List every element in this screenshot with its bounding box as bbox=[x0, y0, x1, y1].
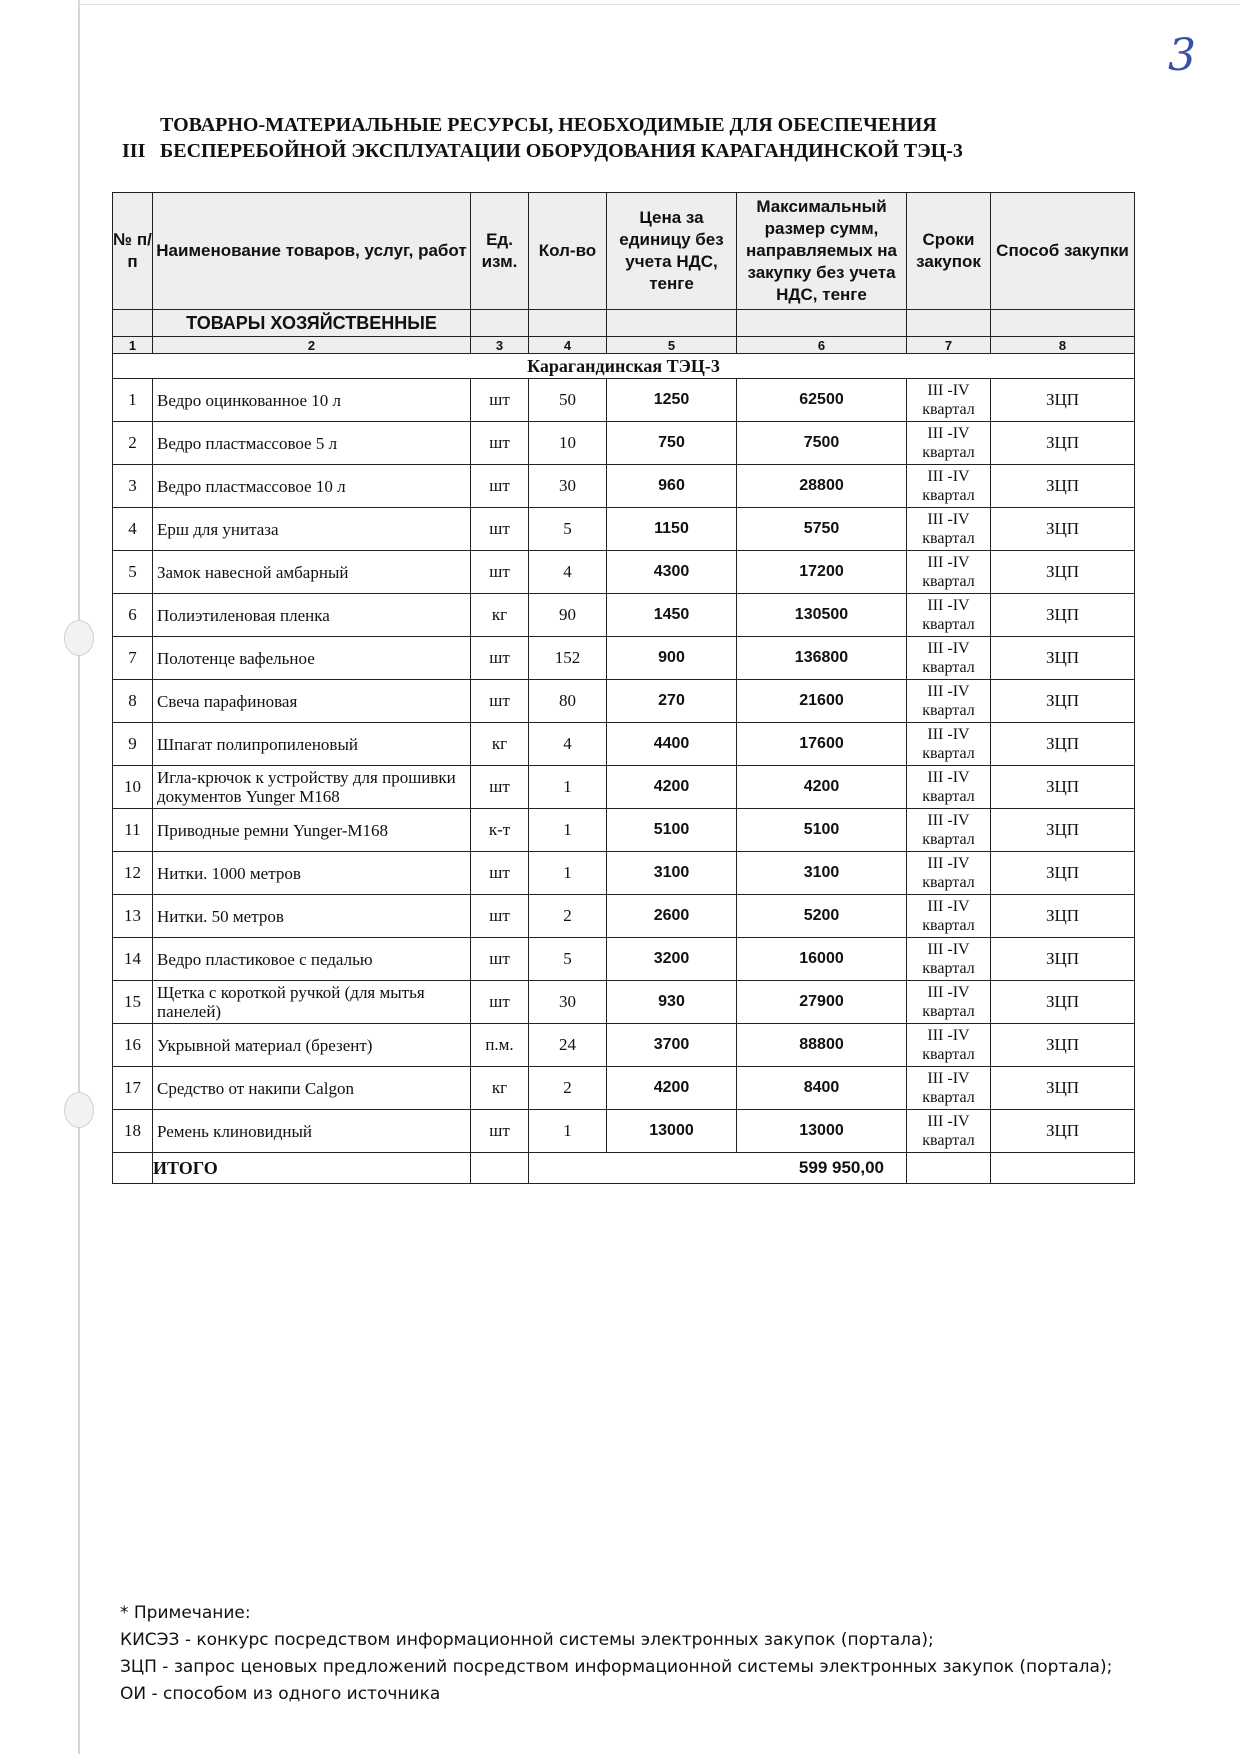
header-max-sum: Максимальный размер сумм, направляемых на закупку без учета НДС, тенге bbox=[737, 193, 907, 310]
unit-cell: шт bbox=[471, 1110, 529, 1153]
term-cell: III -IV квартал bbox=[907, 422, 991, 465]
unit-cell: шт bbox=[471, 422, 529, 465]
method-cell: ЗЦП bbox=[991, 809, 1135, 852]
table-row bbox=[113, 895, 1135, 938]
quantity-cell: 10 bbox=[529, 422, 607, 465]
item-name: Полиэтиленовая пленка bbox=[153, 594, 471, 637]
unit-cell: шт bbox=[471, 379, 529, 422]
item-name: Ведро пластиковое с педалью bbox=[153, 938, 471, 981]
section-title: ТОВАРЫ ХОЗЯЙСТВЕННЫЕ bbox=[153, 310, 471, 337]
unit-cell: кг bbox=[471, 723, 529, 766]
table-row bbox=[113, 680, 1135, 723]
quantity-cell: 2 bbox=[529, 1067, 607, 1110]
method-cell: ЗЦП bbox=[991, 1110, 1135, 1153]
price-cell: 960 bbox=[607, 465, 737, 508]
term-cell: III -IV квартал bbox=[907, 981, 991, 1024]
method-cell: ЗЦП bbox=[991, 379, 1135, 422]
sum-cell: 7500 bbox=[737, 422, 907, 465]
column-number: 8 bbox=[991, 337, 1135, 354]
unit-cell: шт bbox=[471, 895, 529, 938]
price-cell: 4400 bbox=[607, 723, 737, 766]
price-cell: 13000 bbox=[607, 1110, 737, 1153]
sum-cell: 3100 bbox=[737, 852, 907, 895]
table-row bbox=[113, 465, 1135, 508]
item-name: Ерш для унитаза bbox=[153, 508, 471, 551]
table-row bbox=[113, 981, 1135, 1024]
method-cell: ЗЦП bbox=[991, 637, 1135, 680]
total-row bbox=[113, 1153, 1135, 1184]
item-name: Щетка с короткой ручкой (для мытья панелей) bbox=[153, 981, 471, 1024]
method-cell: ЗЦП bbox=[991, 938, 1135, 981]
title-line-2: БЕСПЕРЕБОЙНОЙ ЭКСПЛУАТАЦИИ ОБОРУДОВАНИЯ КАРАГАНДИНСКОЙ ТЭЦ-3 bbox=[160, 140, 963, 162]
header-method: Способ закупки bbox=[991, 193, 1135, 310]
table-row bbox=[113, 422, 1135, 465]
quantity-cell: 80 bbox=[529, 680, 607, 723]
footnote bbox=[120, 1600, 1112, 1708]
footnote-title: * Примечание: bbox=[120, 1603, 251, 1623]
row-number: 16 bbox=[113, 1024, 153, 1067]
method-cell: ЗЦП bbox=[991, 852, 1135, 895]
quantity-cell: 152 bbox=[529, 637, 607, 680]
row-number: 11 bbox=[113, 809, 153, 852]
item-name: Средство от накипи Calgon bbox=[153, 1067, 471, 1110]
term-cell: III -IV квартал bbox=[907, 637, 991, 680]
method-cell: ЗЦП bbox=[991, 981, 1135, 1024]
sum-cell: 5200 bbox=[737, 895, 907, 938]
unit-cell: кг bbox=[471, 594, 529, 637]
row-number: 18 bbox=[113, 1110, 153, 1153]
column-number: 6 bbox=[737, 337, 907, 354]
title-line-1: ТОВАРНО-МАТЕРИАЛЬНЫЕ РЕСУРСЫ, НЕОБХОДИМЫЕ ДЛЯ ОБЕСПЕЧЕНИЯ bbox=[160, 114, 937, 136]
column-number: 3 bbox=[471, 337, 529, 354]
quantity-cell: 30 bbox=[529, 981, 607, 1024]
method-cell: ЗЦП bbox=[991, 680, 1135, 723]
location-label: Карагандинская ТЭЦ-3 bbox=[113, 354, 1135, 379]
row-number: 5 bbox=[113, 551, 153, 594]
price-cell: 4300 bbox=[607, 551, 737, 594]
row-number: 1 bbox=[113, 379, 153, 422]
term-cell: III -IV квартал bbox=[907, 723, 991, 766]
item-name: Укрывной материал (брезент) bbox=[153, 1024, 471, 1067]
header-price: Цена за единицу без учета НДС, тенге bbox=[607, 193, 737, 310]
item-name: Ведро оцинкованное 10 л bbox=[153, 379, 471, 422]
unit-cell: шт bbox=[471, 766, 529, 809]
row-number: 13 bbox=[113, 895, 153, 938]
sum-cell: 27900 bbox=[737, 981, 907, 1024]
quantity-cell: 30 bbox=[529, 465, 607, 508]
quantity-cell: 24 bbox=[529, 1024, 607, 1067]
row-number: 2 bbox=[113, 422, 153, 465]
item-name: Ремень клиновидный bbox=[153, 1110, 471, 1153]
unit-cell: шт bbox=[471, 852, 529, 895]
price-cell: 1250 bbox=[607, 379, 737, 422]
price-cell: 5100 bbox=[607, 809, 737, 852]
sum-cell: 8400 bbox=[737, 1067, 907, 1110]
table-row bbox=[113, 852, 1135, 895]
term-cell: III -IV квартал bbox=[907, 809, 991, 852]
table-row bbox=[113, 594, 1135, 637]
page-edge bbox=[78, 0, 80, 1754]
column-number: 1 bbox=[113, 337, 153, 354]
item-name: Ведро пластмассовое 10 л bbox=[153, 465, 471, 508]
item-name: Полотенце вафельное bbox=[153, 637, 471, 680]
sum-cell: 4200 bbox=[737, 766, 907, 809]
price-cell: 1450 bbox=[607, 594, 737, 637]
table-row bbox=[113, 1067, 1135, 1110]
row-number: 10 bbox=[113, 766, 153, 809]
price-cell: 270 bbox=[607, 680, 737, 723]
footnote-line: ЗЦП - запрос ценовых предложений посредством информационной системы электронных закупок (портала); bbox=[120, 1657, 1113, 1677]
row-number: 12 bbox=[113, 852, 153, 895]
row-number: 9 bbox=[113, 723, 153, 766]
item-name: Игла-крючок к устройству для прошивки документов Yunger M168 bbox=[153, 766, 471, 809]
unit-cell: шт bbox=[471, 637, 529, 680]
quantity-cell: 4 bbox=[529, 551, 607, 594]
unit-cell: шт bbox=[471, 508, 529, 551]
column-numbers-row bbox=[113, 337, 1135, 354]
sum-cell: 16000 bbox=[737, 938, 907, 981]
price-cell: 3100 bbox=[607, 852, 737, 895]
quantity-cell: 1 bbox=[529, 809, 607, 852]
header-terms: Сроки закупок bbox=[907, 193, 991, 310]
term-cell: III -IV квартал bbox=[907, 852, 991, 895]
total-label: ИТОГО bbox=[153, 1153, 471, 1184]
row-number: 6 bbox=[113, 594, 153, 637]
price-cell: 750 bbox=[607, 422, 737, 465]
quantity-cell: 1 bbox=[529, 1110, 607, 1153]
unit-cell: шт bbox=[471, 680, 529, 723]
item-name: Ведро пластмассовое 5 л bbox=[153, 422, 471, 465]
term-cell: III -IV квартал bbox=[907, 508, 991, 551]
price-cell: 3700 bbox=[607, 1024, 737, 1067]
binder-hole bbox=[64, 1092, 94, 1128]
term-cell: III -IV квартал bbox=[907, 680, 991, 723]
table-row bbox=[113, 637, 1135, 680]
sum-cell: 28800 bbox=[737, 465, 907, 508]
table-row bbox=[113, 508, 1135, 551]
section-roman-numeral: III bbox=[122, 140, 146, 162]
page-top-edge bbox=[78, 4, 1240, 5]
item-name: Нитки. 50 метров bbox=[153, 895, 471, 938]
sum-cell: 62500 bbox=[737, 379, 907, 422]
table-row bbox=[113, 723, 1135, 766]
sum-cell: 17200 bbox=[737, 551, 907, 594]
price-cell: 4200 bbox=[607, 1067, 737, 1110]
unit-cell: шт bbox=[471, 465, 529, 508]
sum-cell: 17600 bbox=[737, 723, 907, 766]
row-number: 4 bbox=[113, 508, 153, 551]
term-cell: III -IV квартал bbox=[907, 938, 991, 981]
unit-cell: шт bbox=[471, 938, 529, 981]
price-cell: 4200 bbox=[607, 766, 737, 809]
term-cell: III -IV квартал bbox=[907, 551, 991, 594]
table-header-row bbox=[113, 193, 1135, 310]
method-cell: ЗЦП bbox=[991, 508, 1135, 551]
method-cell: ЗЦП bbox=[991, 1067, 1135, 1110]
item-name: Приводные ремни Yunger-M168 bbox=[153, 809, 471, 852]
quantity-cell: 50 bbox=[529, 379, 607, 422]
quantity-cell: 5 bbox=[529, 938, 607, 981]
binder-hole bbox=[64, 620, 94, 656]
header-name: Наименование товаров, услуг, работ bbox=[153, 193, 471, 310]
procurement-table bbox=[112, 192, 1135, 1184]
quantity-cell: 90 bbox=[529, 594, 607, 637]
unit-cell: шт bbox=[471, 981, 529, 1024]
handwritten-page-number: 3 bbox=[1168, 30, 1196, 81]
item-name: Шпагат полипропиленовый bbox=[153, 723, 471, 766]
item-name: Нитки. 1000 метров bbox=[153, 852, 471, 895]
method-cell: ЗЦП bbox=[991, 895, 1135, 938]
price-cell: 930 bbox=[607, 981, 737, 1024]
table-row bbox=[113, 938, 1135, 981]
term-cell: III -IV квартал bbox=[907, 465, 991, 508]
quantity-cell: 5 bbox=[529, 508, 607, 551]
table-row bbox=[113, 1024, 1135, 1067]
column-number: 5 bbox=[607, 337, 737, 354]
term-cell: III -IV квартал bbox=[907, 379, 991, 422]
header-unit: Ед. изм. bbox=[471, 193, 529, 310]
method-cell: ЗЦП bbox=[991, 465, 1135, 508]
term-cell: III -IV квартал bbox=[907, 594, 991, 637]
unit-cell: шт bbox=[471, 551, 529, 594]
column-number: 4 bbox=[529, 337, 607, 354]
method-cell: ЗЦП bbox=[991, 594, 1135, 637]
location-row bbox=[113, 354, 1135, 379]
table-row bbox=[113, 766, 1135, 809]
sum-cell: 88800 bbox=[737, 1024, 907, 1067]
term-cell: III -IV квартал bbox=[907, 1067, 991, 1110]
quantity-cell: 4 bbox=[529, 723, 607, 766]
method-cell: ЗЦП bbox=[991, 766, 1135, 809]
term-cell: III -IV квартал bbox=[907, 1024, 991, 1067]
row-number: 17 bbox=[113, 1067, 153, 1110]
quantity-cell: 1 bbox=[529, 766, 607, 809]
row-number: 7 bbox=[113, 637, 153, 680]
header-no: № п/п bbox=[113, 193, 153, 310]
sum-cell: 5100 bbox=[737, 809, 907, 852]
row-number: 8 bbox=[113, 680, 153, 723]
term-cell: III -IV квартал bbox=[907, 766, 991, 809]
table-row bbox=[113, 809, 1135, 852]
column-number: 2 bbox=[153, 337, 471, 354]
unit-cell: кг bbox=[471, 1067, 529, 1110]
total-value: 599 950,00 bbox=[529, 1153, 907, 1184]
header-qty: Кол-во bbox=[529, 193, 607, 310]
footnote-line: КИСЭЗ - конкурс посредством информационной системы электронных закупок (портала); bbox=[120, 1630, 934, 1650]
sum-cell: 136800 bbox=[737, 637, 907, 680]
unit-cell: к-т bbox=[471, 809, 529, 852]
table-row bbox=[113, 379, 1135, 422]
sum-cell: 5750 bbox=[737, 508, 907, 551]
quantity-cell: 2 bbox=[529, 895, 607, 938]
price-cell: 3200 bbox=[607, 938, 737, 981]
method-cell: ЗЦП bbox=[991, 723, 1135, 766]
table-row bbox=[113, 551, 1135, 594]
unit-cell: п.м. bbox=[471, 1024, 529, 1067]
sum-cell: 13000 bbox=[737, 1110, 907, 1153]
quantity-cell: 1 bbox=[529, 852, 607, 895]
price-cell: 900 bbox=[607, 637, 737, 680]
price-cell: 2600 bbox=[607, 895, 737, 938]
method-cell: ЗЦП bbox=[991, 551, 1135, 594]
item-name: Свеча парафиновая bbox=[153, 680, 471, 723]
row-number: 15 bbox=[113, 981, 153, 1024]
footnote-line: ОИ - способом из одного источника bbox=[120, 1684, 441, 1704]
sum-cell: 21600 bbox=[737, 680, 907, 723]
price-cell: 1150 bbox=[607, 508, 737, 551]
item-name: Замок навесной амбарный bbox=[153, 551, 471, 594]
column-number: 7 bbox=[907, 337, 991, 354]
method-cell: ЗЦП bbox=[991, 422, 1135, 465]
sum-cell: 130500 bbox=[737, 594, 907, 637]
term-cell: III -IV квартал bbox=[907, 895, 991, 938]
section-title-row bbox=[113, 310, 1135, 337]
term-cell: III -IV квартал bbox=[907, 1110, 991, 1153]
row-number: 14 bbox=[113, 938, 153, 981]
row-number: 3 bbox=[113, 465, 153, 508]
table-row bbox=[113, 1110, 1135, 1153]
method-cell: ЗЦП bbox=[991, 1024, 1135, 1067]
